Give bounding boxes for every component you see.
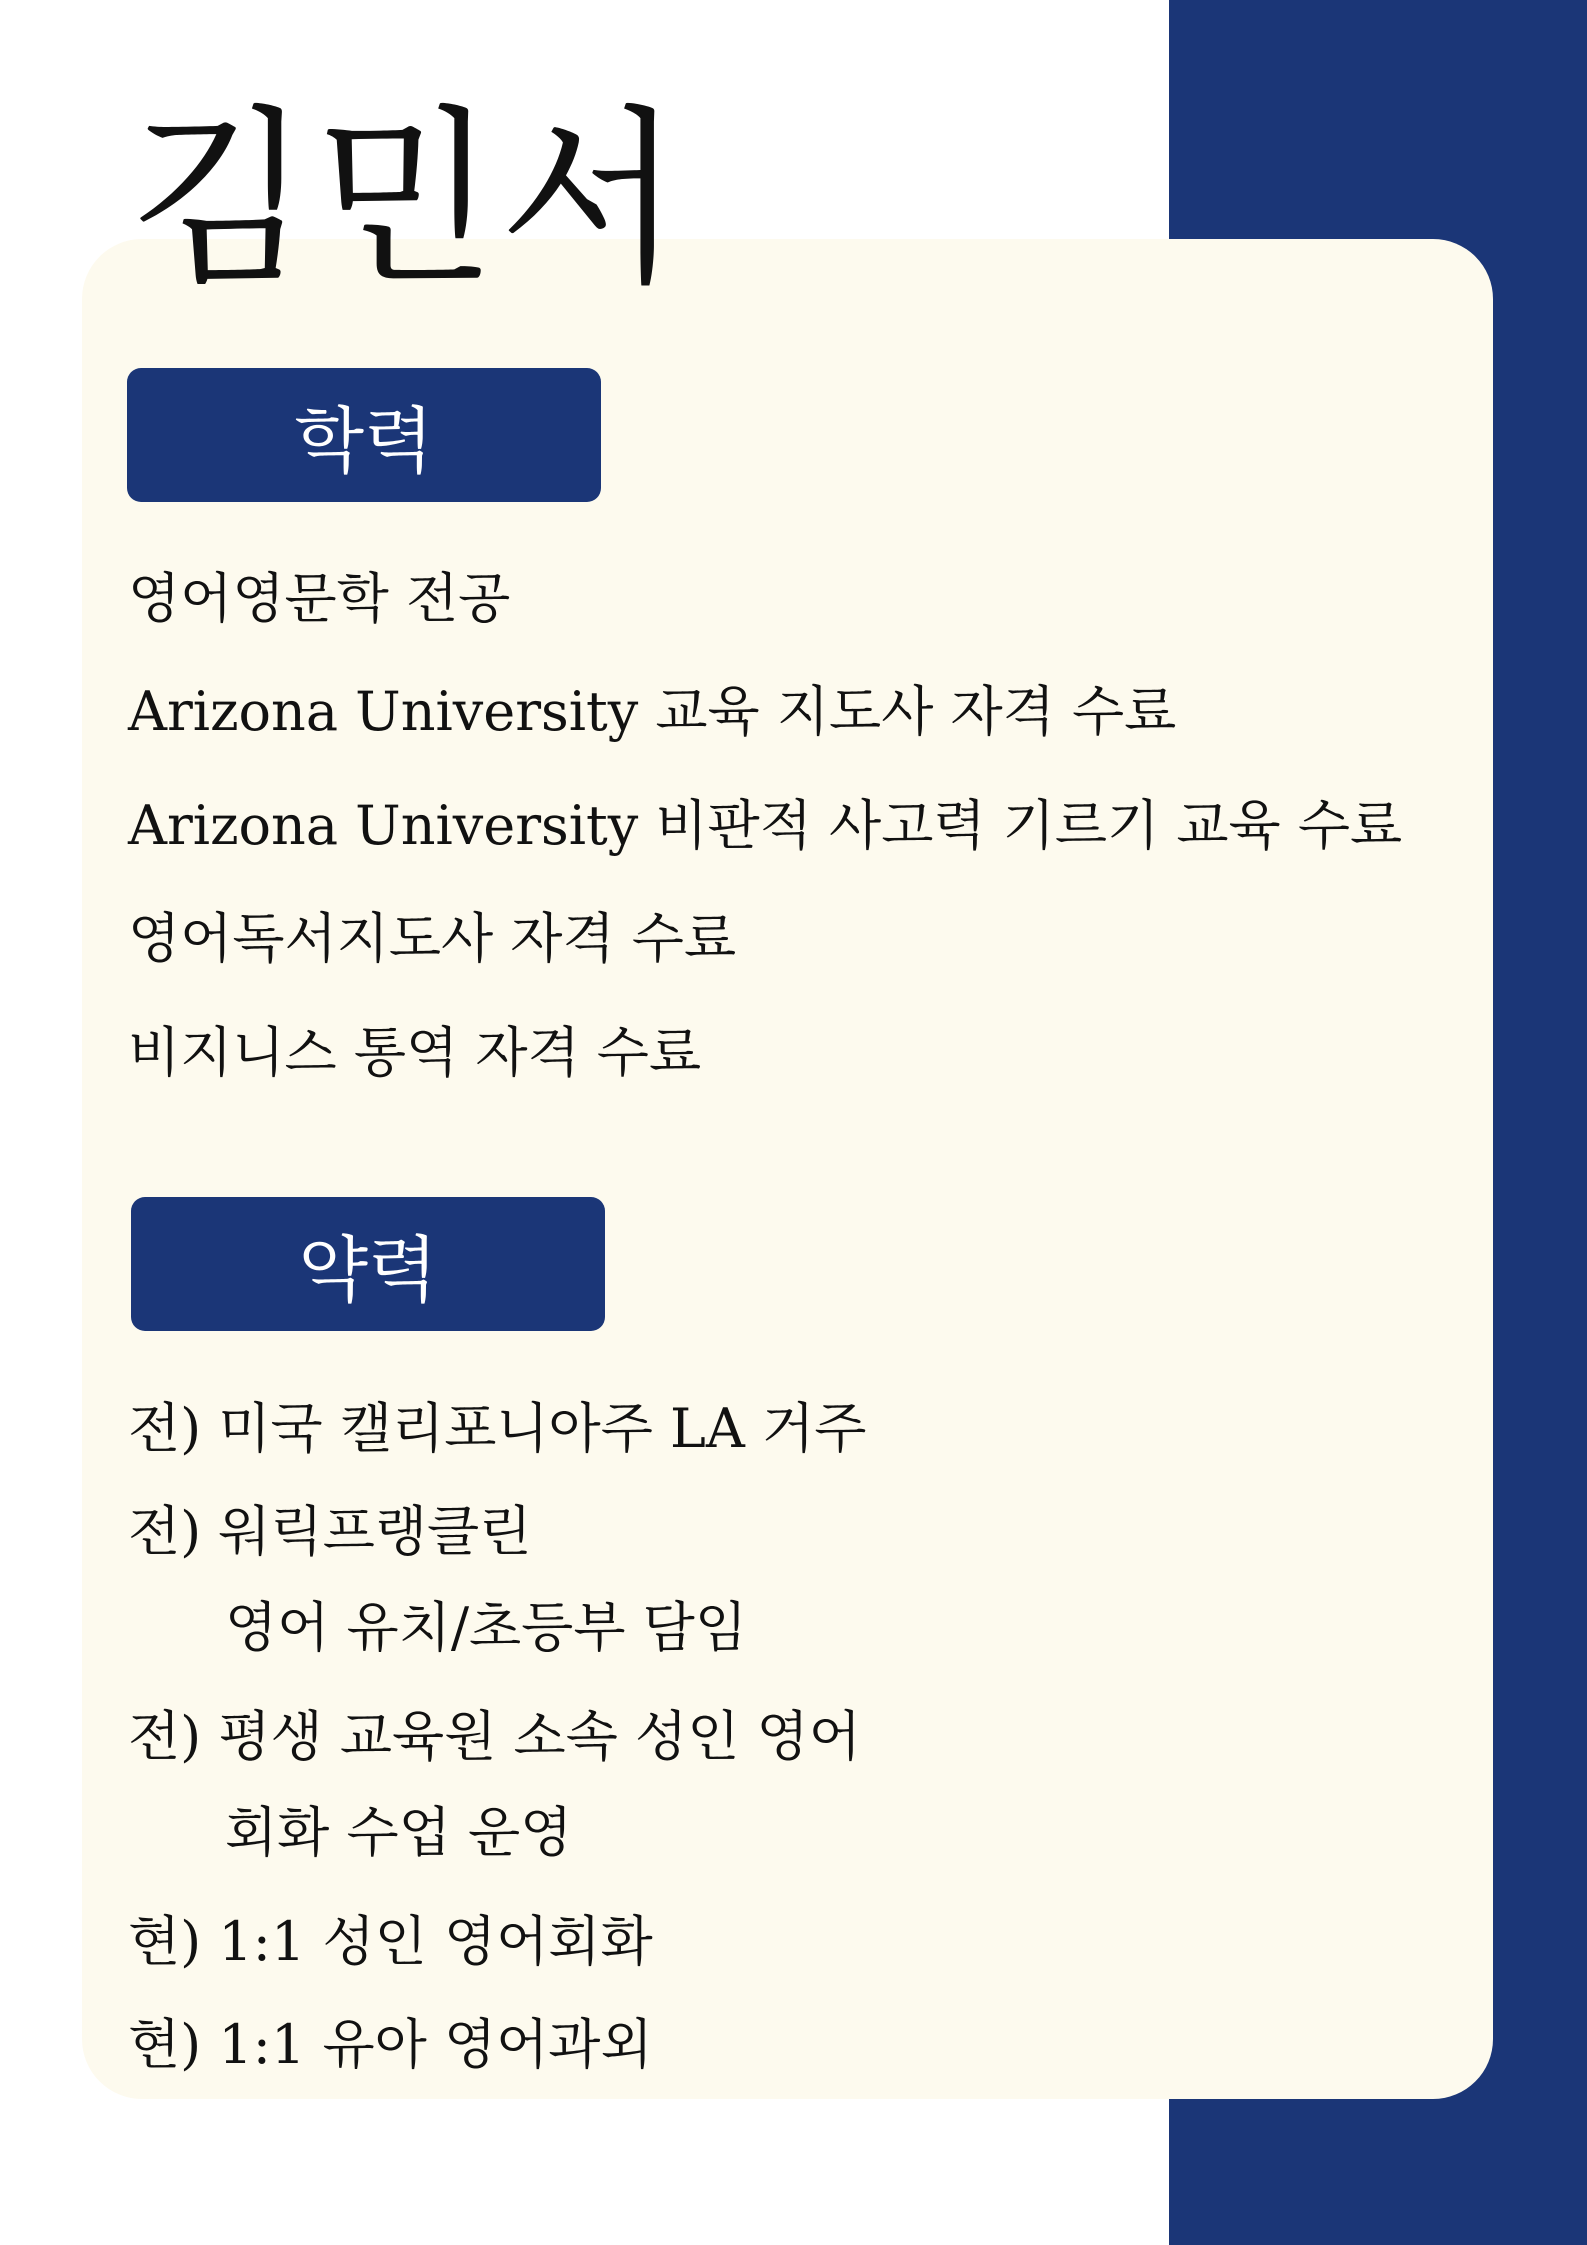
section-label-education: [127, 368, 601, 502]
education-item: 영어독서지도사 자격 수료: [128, 907, 737, 970]
career-item-main: 현) 1:1 유아 영어과외: [128, 2013, 653, 2076]
career-item-sub: 회화 수업 운영: [225, 1801, 573, 1864]
career-item-sub: 영어 유치/초등부 담임: [225, 1596, 747, 1659]
section-label-career: [131, 1197, 605, 1331]
career-item-main: 현) 1:1 성인 영어회화: [128, 1910, 653, 1973]
career-item-main: 전) 미국 캘리포니아주 LA 거주: [128, 1397, 867, 1460]
career-item-main: 전) 평생 교육원 소속 성인 영어: [128, 1705, 861, 1768]
education-item: 비지니스 통역 자격 수료: [128, 1021, 702, 1084]
education-item: Arizona University 교육 지도사 자격 수료: [128, 680, 1177, 743]
section-label-career-text: 약력: [298, 1228, 438, 1312]
person-name: 김민서: [128, 89, 685, 310]
career-item: [128, 1397, 867, 1460]
education-item: Arizona University 비판적 사고력 기르기 교육 수료: [128, 794, 1403, 857]
career-item: [128, 1705, 861, 1864]
career-item: [128, 1910, 653, 1973]
career-item-main: 전) 워릭프랭클린: [128, 1500, 532, 1563]
education-item: 영어영문학 전공: [128, 567, 511, 630]
career-item: [128, 2013, 653, 2076]
career-item: [128, 1500, 747, 1659]
section-label-education-text: 학력: [294, 399, 434, 483]
